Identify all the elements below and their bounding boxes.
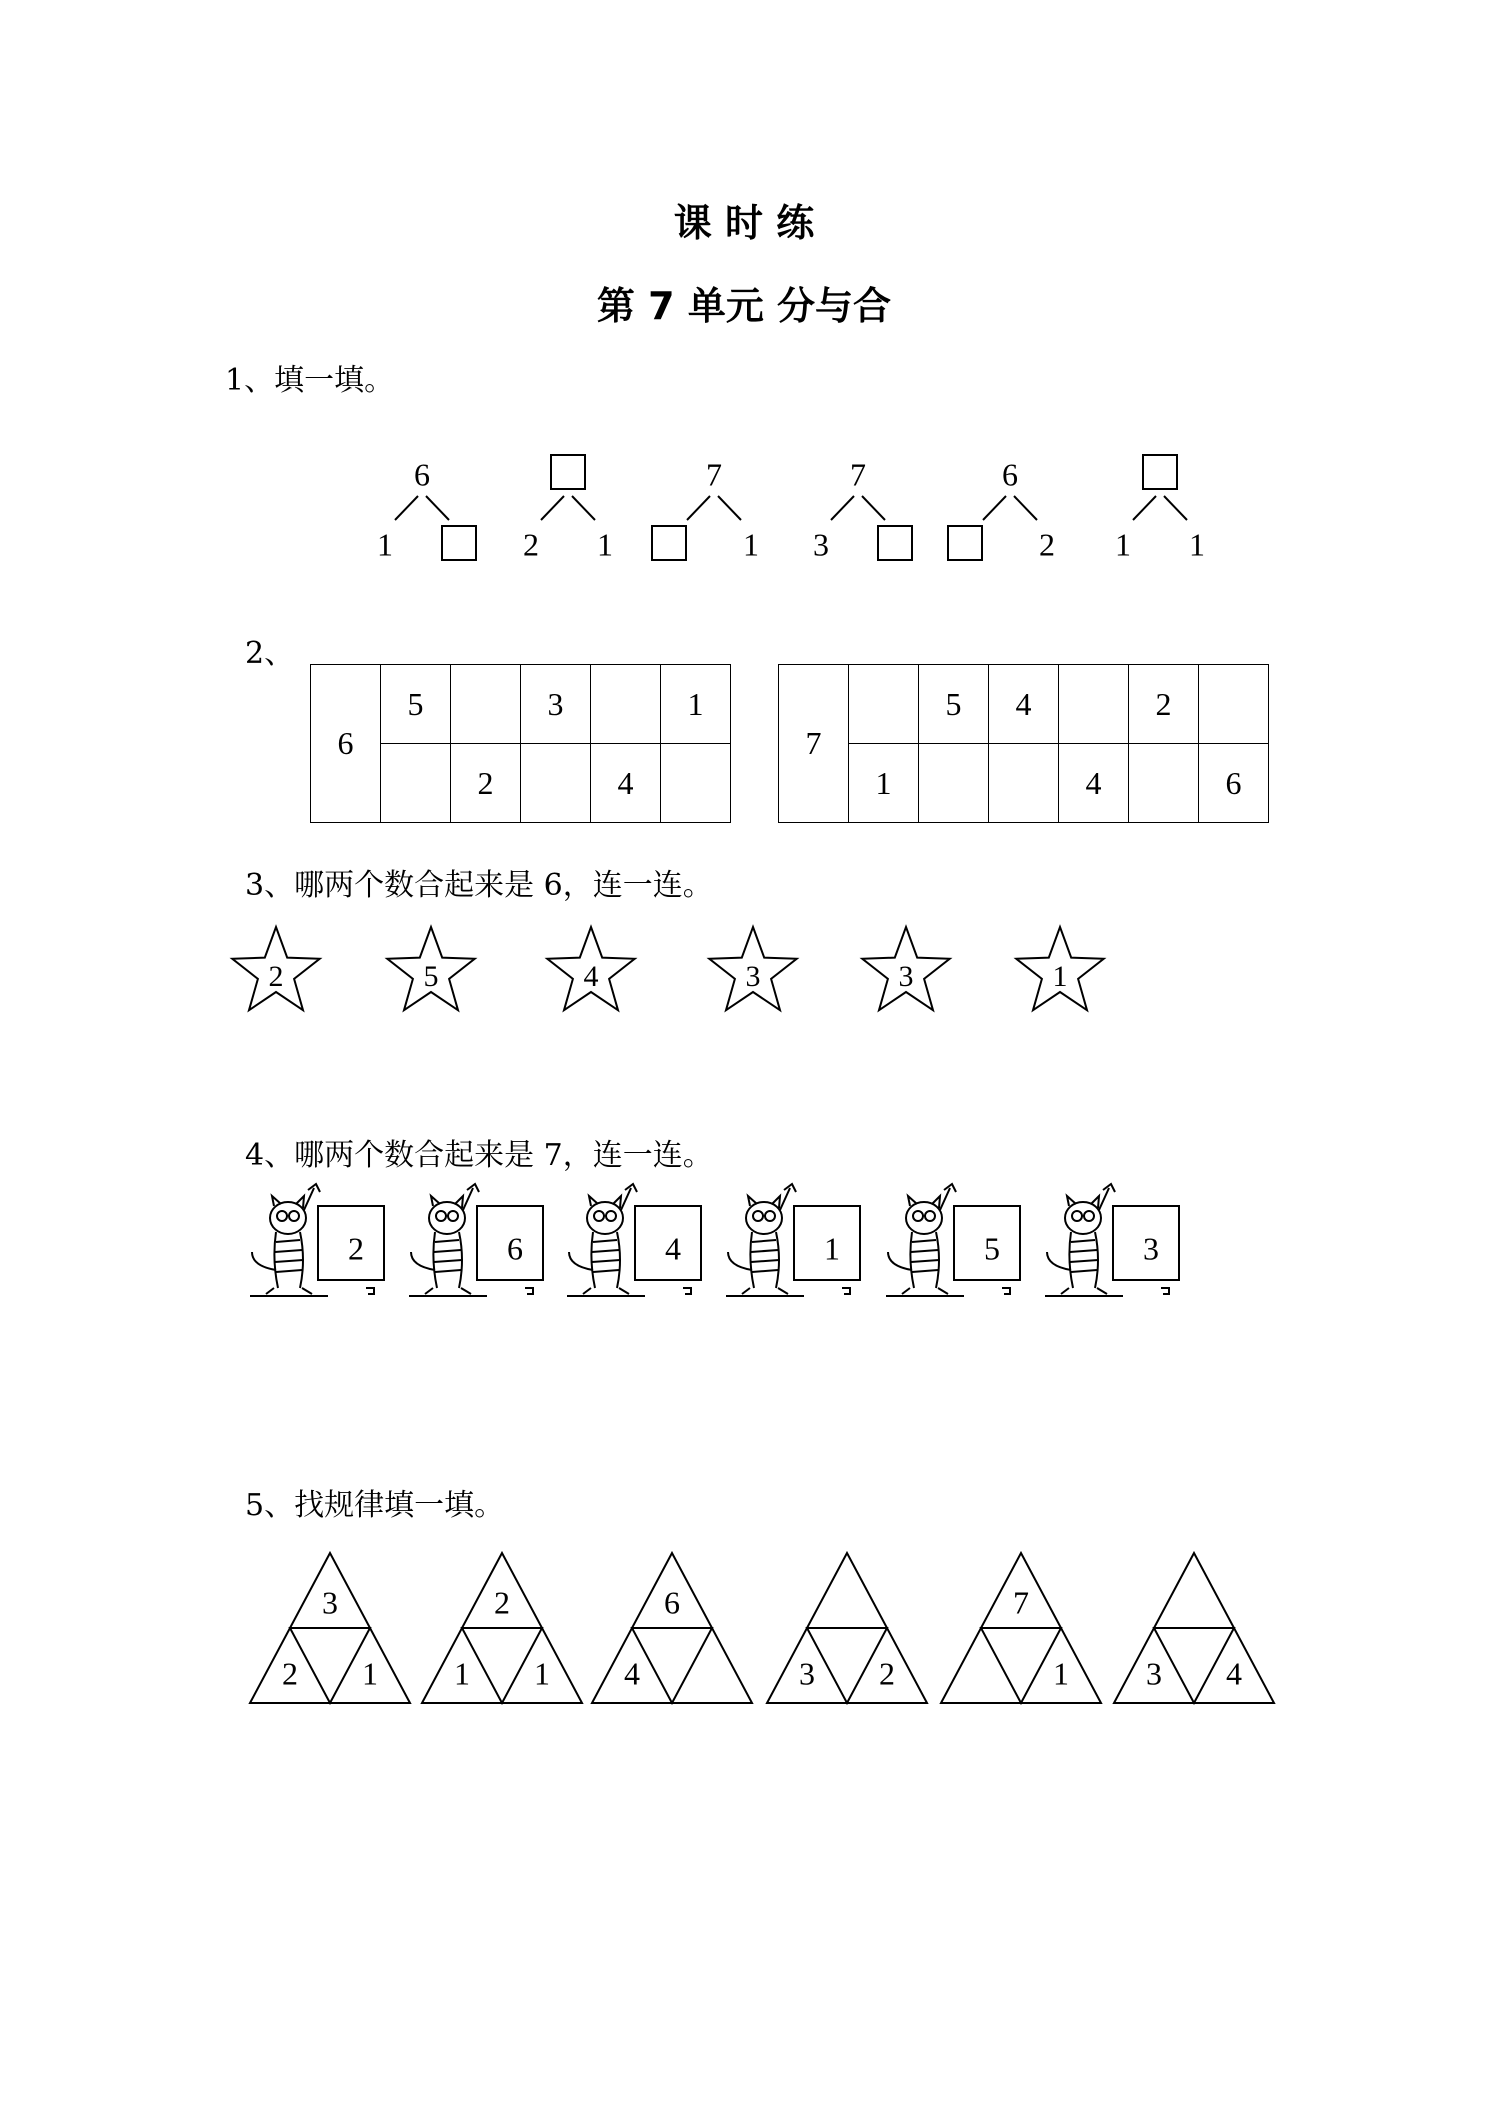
table-cell: 5 [919,665,989,744]
card-foot-mark [366,1288,374,1294]
cat-tail [252,1252,276,1270]
branch-line [862,496,885,520]
branch-line [1014,496,1037,520]
cat-card [1045,1184,1179,1296]
question-5-label: 5、找规律填一填。 [245,1488,505,1523]
triangle-right-number: 4 [1226,1655,1242,1692]
split-tree [523,455,613,562]
card-foot-mark [683,1288,691,1294]
cat-head [270,1202,306,1234]
card-foot-mark [842,1288,850,1294]
cat-feet [726,1288,804,1296]
tree-top-number: 6 [1002,456,1018,493]
card-number: 6 [507,1230,523,1267]
triangle-top-number: 7 [1013,1584,1029,1621]
cat-card [409,1184,543,1296]
star-row [0,915,1488,1025]
table-total: 6 [311,665,381,823]
cat-feet [409,1288,487,1296]
answer-box [551,455,585,489]
number-triangle [592,1553,752,1703]
triangle-top-number: 6 [664,1584,680,1621]
triangle-row [0,1545,1488,1720]
star-number: 5 [423,959,439,993]
branch-line [541,496,564,520]
tree-left-number: 1 [1115,526,1131,563]
table-cell [849,665,919,744]
number-triangle [1114,1553,1274,1703]
branch-line [1133,496,1156,520]
split-tree [377,456,476,562]
cat-head [587,1202,623,1234]
branch-line [718,496,741,520]
cat-stripes [911,1240,939,1272]
star-number: 1 [1052,959,1068,993]
triangle-left-number: 3 [799,1655,815,1692]
number-triangle [941,1553,1101,1703]
question-3-label: 3、哪两个数合起来是 6，连一连。 [245,868,713,903]
cat-tail [888,1252,912,1270]
number-split-trees [0,440,1488,600]
star-item [387,927,474,1010]
table-cell: 1 [849,744,919,823]
triangle-right-number: 1 [1053,1655,1069,1692]
star-item [1016,927,1103,1010]
card-foot-mark [1161,1288,1169,1294]
answer-box [948,526,982,560]
table-cell [1129,744,1199,823]
tree-left-number: 2 [523,526,539,563]
tree-right-number: 1 [597,526,613,563]
table-cell: 5 [381,665,451,744]
branch-line [983,496,1006,520]
answer-box [1143,455,1177,489]
cat-stripes [1070,1240,1098,1272]
card-foot-mark [525,1288,533,1294]
branch-line [831,496,854,520]
answer-box [442,526,476,560]
table-cell [521,744,591,823]
card-number: 5 [984,1230,1000,1267]
tree-right-number: 1 [1189,526,1205,563]
split-tree [1115,455,1205,562]
decomposition-table-6 [310,664,731,823]
unit-subtitle: 第 7 单元 分与合 [596,284,892,328]
page-title: 课 时 练 [673,201,815,245]
triangle-right-number: 2 [879,1655,895,1692]
branch-line [687,496,710,520]
cat-feet [886,1288,964,1296]
cat-card [726,1184,860,1296]
table-cell [989,744,1059,823]
tree-top-number: 7 [850,456,866,493]
card-number: 3 [1143,1230,1159,1267]
table-cell [919,744,989,823]
card-number: 4 [665,1230,681,1267]
table-cell: 4 [1059,744,1129,823]
table-cell [381,744,451,823]
tree-top-number: 7 [706,456,722,493]
cat-tail [728,1252,752,1270]
cat-feet [1045,1288,1123,1296]
star-number: 4 [583,959,599,993]
tree-left-number: 3 [813,526,829,563]
cat-head [429,1202,465,1234]
star-number: 3 [745,959,761,993]
table-cell: 4 [989,665,1059,744]
cat-tail [1047,1252,1071,1270]
cat-tail [411,1252,435,1270]
answer-box [652,526,686,560]
star-number: 3 [898,959,914,993]
decomposition-table-7 [778,664,1269,823]
number-triangle [250,1553,410,1703]
table-cell [661,744,731,823]
cat-head [906,1202,942,1234]
star-item [709,927,796,1010]
number-triangle [422,1553,582,1703]
table-cell: 1 [661,665,731,744]
table-cell [451,665,521,744]
card-number: 1 [824,1230,840,1267]
table-cell: 3 [521,665,591,744]
branch-line [1164,496,1187,520]
triangle-right-number: 1 [534,1655,550,1692]
cat-card [886,1184,1020,1296]
triangle-top-number: 3 [322,1584,338,1621]
question-4-label: 4、哪两个数合起来是 7，连一连。 [245,1138,713,1173]
table-cell [1199,665,1269,744]
cat-card [567,1184,701,1296]
tree-right-number: 2 [1039,526,1055,563]
cat-feet [250,1288,328,1296]
branch-line [395,496,418,520]
tree-right-number: 1 [743,526,759,563]
branch-line [572,496,595,520]
table-cell [591,665,661,744]
table-cell [1059,665,1129,744]
triangle-left-number: 3 [1146,1655,1162,1692]
branch-line [426,496,449,520]
table-cell: 4 [591,744,661,823]
star-number: 2 [268,959,284,993]
cat-tail [569,1252,593,1270]
cat-stripes [434,1240,462,1272]
triangle-top-number: 2 [494,1584,510,1621]
cat-stripes [275,1240,303,1272]
star-item [232,927,319,1010]
triangle-left-number: 1 [454,1655,470,1692]
split-tree [652,456,759,562]
triangle-left-number: 2 [282,1655,298,1692]
table-cell: 6 [1199,744,1269,823]
triangle-right-number: 1 [362,1655,378,1692]
cat-card-row [0,1180,1488,1310]
table-total: 7 [779,665,849,823]
number-triangle [767,1553,927,1703]
star-item [862,927,949,1010]
cat-card [250,1184,384,1296]
cat-head [1065,1202,1101,1234]
card-number: 2 [348,1230,364,1267]
cat-stripes [592,1240,620,1272]
split-tree [813,456,912,562]
triangle-left-number: 4 [624,1655,640,1692]
split-tree [948,456,1055,562]
cat-feet [567,1288,645,1296]
tree-top-number: 6 [414,456,430,493]
cat-head [746,1202,782,1234]
table-cell: 2 [1129,665,1199,744]
tree-left-number: 1 [377,526,393,563]
question-1-label: 1、填一填。 [225,363,395,398]
question-2-label: 2、 [245,636,295,671]
answer-box [878,526,912,560]
cat-stripes [751,1240,779,1272]
table-cell: 2 [451,744,521,823]
star-item [547,927,634,1010]
card-foot-mark [1002,1288,1010,1294]
